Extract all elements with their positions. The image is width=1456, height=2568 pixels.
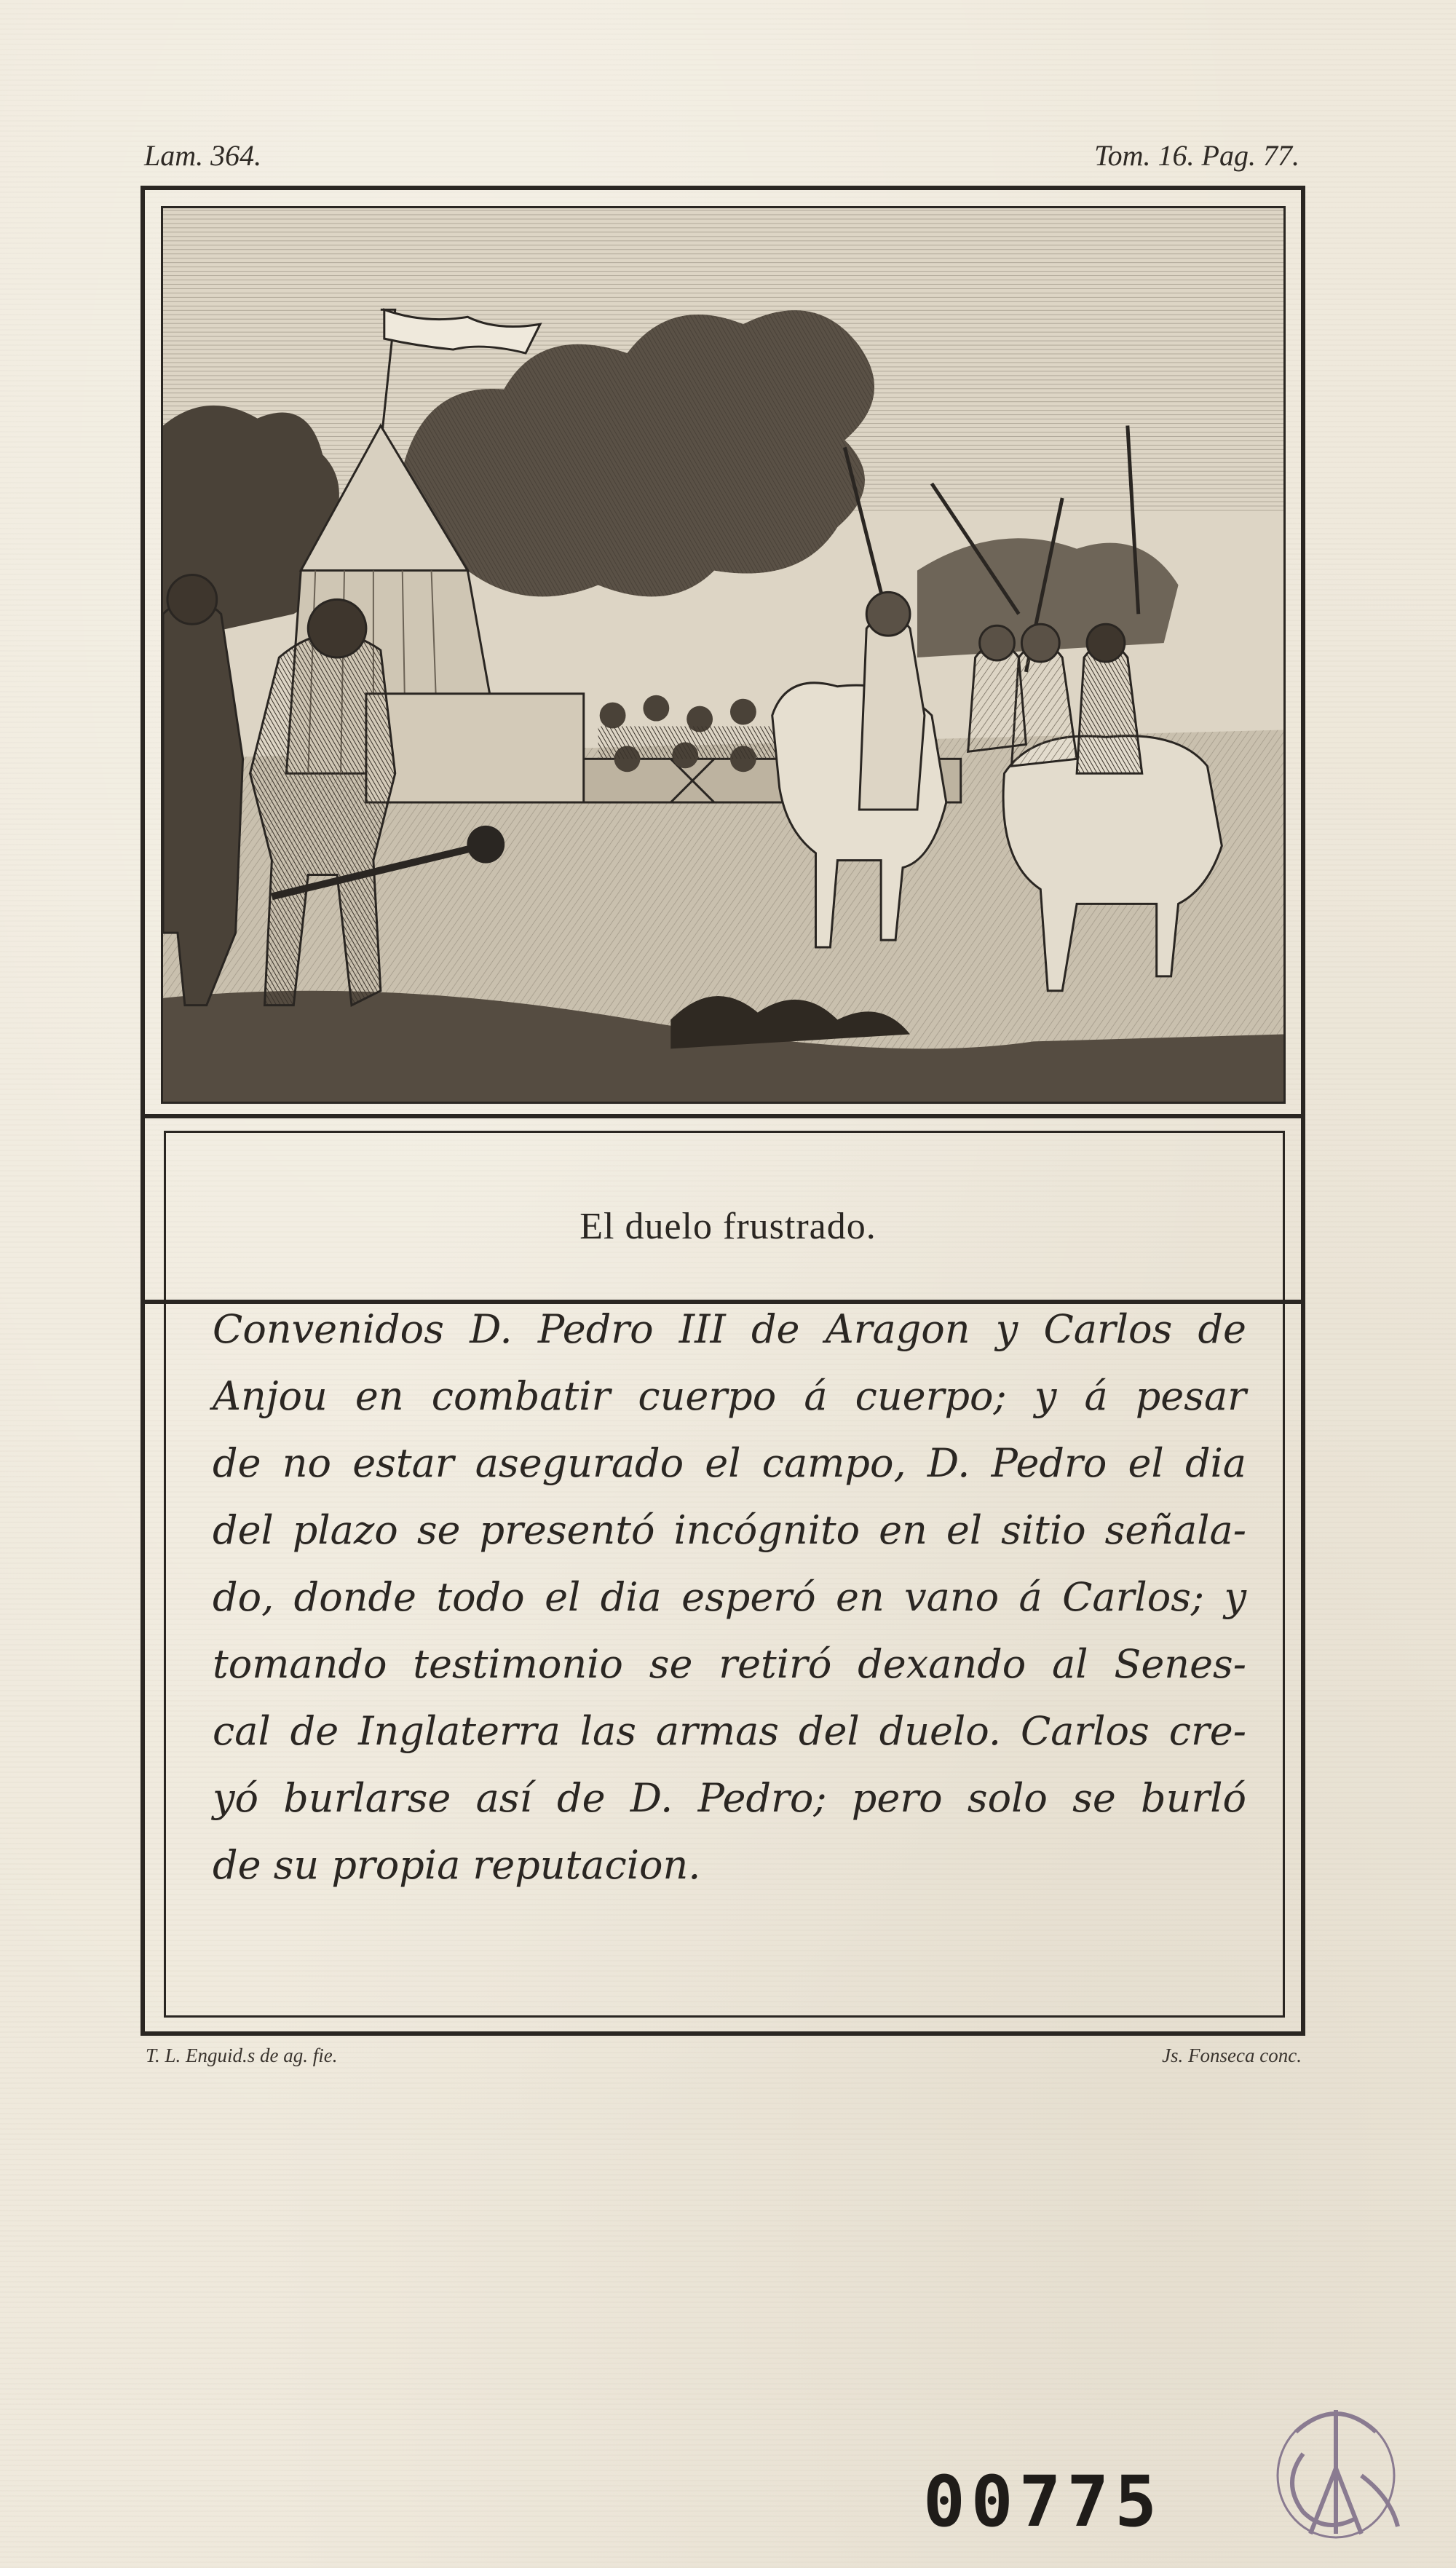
plate-title: El duelo frustrado.: [579, 1206, 877, 1247]
director-credit: Js. Fonseca conc.: [1162, 2044, 1302, 2066]
caption-line: del plazo se presentó incógnito en el sitio señala-: [213, 1507, 1246, 1553]
caption-line: cal de Inglaterra las armas del duelo. Carlos cre-: [213, 1708, 1246, 1754]
caption-line: do, donde todo el dia esperó en vano á Carlos; y: [213, 1574, 1246, 1620]
caption-line: Anjou en combatir cuerpo á cuerpo; y á pesar: [213, 1373, 1246, 1419]
collection-stamp-icon: [1252, 2388, 1420, 2556]
frame-divider: [141, 1114, 1305, 1118]
duel-scene-engraving: [163, 208, 1283, 1102]
volume-page-reference: Tom. 16. Pag. 77.: [1094, 139, 1299, 172]
plate-number: Lam. 364.: [144, 139, 262, 172]
caption-line: de no estar asegurado el campo, D. Pedro el dia: [213, 1440, 1246, 1486]
caption-line: yó burlarse así de D. Pedro; pero solo se burló: [213, 1775, 1246, 1821]
caption-line: Convenidos D. Pedro III de Aragon y Carlos de: [213, 1306, 1246, 1352]
caption-line: tomando testimonio se retiró dexando al Senes-: [213, 1641, 1246, 1687]
plate-caption: [213, 1296, 1246, 1899]
inventory-number: 00775: [923, 2461, 1163, 2543]
caption-line: de su propia reputacion.: [213, 1842, 701, 1888]
engraving-illustration: [161, 206, 1286, 1104]
engraver-credit: T. L. Enguid.s de ag. fie.: [146, 2044, 338, 2066]
